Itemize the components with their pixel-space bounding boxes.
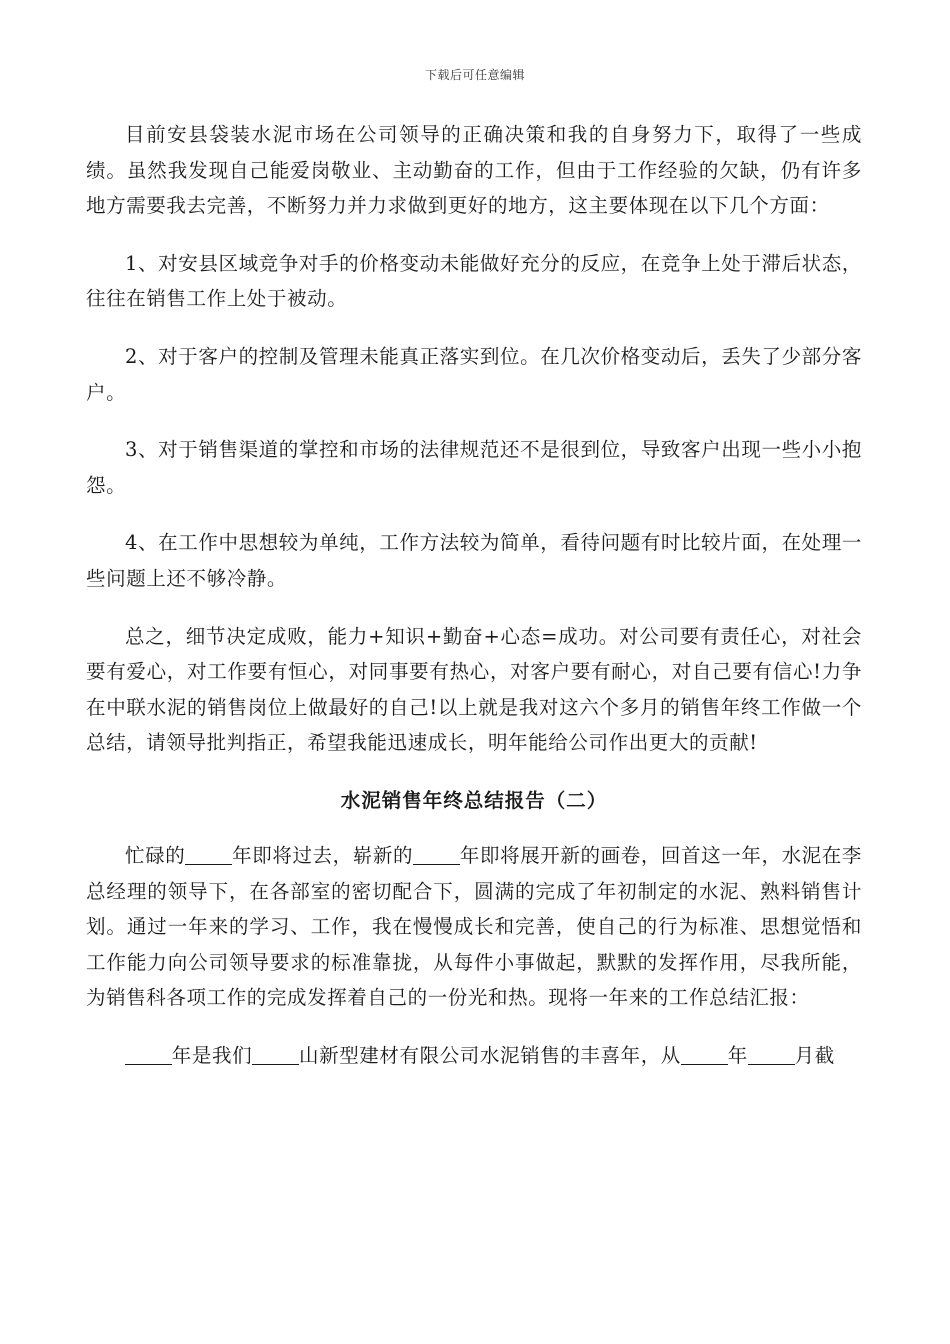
document-body (86, 117, 862, 1095)
fill-in-blank (681, 1044, 728, 1065)
paragraph-section2-intro (86, 838, 862, 1016)
paragraph-conclusion: 总之，细节决定成败，能力+知识+勤奋+心态=成功。对公司要有责任心，对社会要有爱心，对工作要有恒心，对同事要有热心，对客户要有耐心，对自己要有信心!力争在中联水泥的销售岗位上做最好的自己!以上就是我对这六个多月的销售年终工作做一个总结，请领导批判指正，希望我能迅速成长，明年能给公司作出更大的贡献! (86, 624, 862, 755)
text-segment: 月截 (794, 1043, 835, 1067)
text-segment: 年即将展开新的画卷，回首这一年，水泥在李总经理的领导下，在各部室的密切配合下，圆满的完成了年初制定的水泥、熟料销售计划。通过一年来的学习、工作，我在慢慢成长和完善，使自己的行为标准、思想觉悟和工作能力向公司领导要求的标准靠拢，从每件小事做起，默默的发挥作用，尽我所能，为销售科各项工作的完成发挥着自己的一份光和热。现将一年来的工作总结汇报： (86, 843, 862, 1010)
fill-in-blank (748, 1044, 795, 1065)
paragraph-item-1: 1、对安县区域竞争对手的价格变动未能做好充分的反应，在竞争上处于滞后状态，往往在销售工作上处于被动。 (86, 251, 862, 311)
paragraph-section2-body (86, 1038, 862, 1074)
fill-in-blank (252, 1044, 299, 1065)
text-segment: 年即将过去，崭新的 (232, 843, 414, 867)
paragraph-item-3: 3、对于销售渠道的掌控和市场的法律规范还不是很到位，导致客户出现一些小小抱怨。 (86, 438, 862, 497)
text-segment: 山新型建材有限公司水泥销售的丰喜年，从 (299, 1043, 681, 1067)
text-segment: 忙碌的 (125, 843, 186, 867)
text-segment: 年 (727, 1043, 748, 1067)
fill-in-blank (185, 844, 232, 865)
text-segment: 年是我们 (171, 1043, 253, 1067)
fill-in-blank (125, 1044, 172, 1065)
fill-in-blank (413, 844, 460, 865)
section-title: 水泥销售年终总结报告（二） (340, 788, 608, 812)
paragraph-intro: 目前安县袋装水泥市场在公司领导的正确决策和我的自身努力下，取得了一些成绩。虽然我发现自己能爱岗敬业、主动勤奋的工作，但由于工作经验的欠缺，仍有许多地方需要我去完善，不断努力并力求做到更好的地方，这主要体现在以下几个方面： (86, 123, 862, 218)
paragraph-item-2: 2、对于客户的控制及管理未能真正落实到位。在几次价格变动后，丢失了少部分客户。 (86, 344, 862, 404)
page-header-note: 下载后可任意编辑 (424, 68, 525, 82)
paragraph-item-4: 4、在工作中思想较为单纯，工作方法较为简单，看待问题有时比较片面，在处理一些问题上还不够冷静。 (86, 531, 862, 590)
